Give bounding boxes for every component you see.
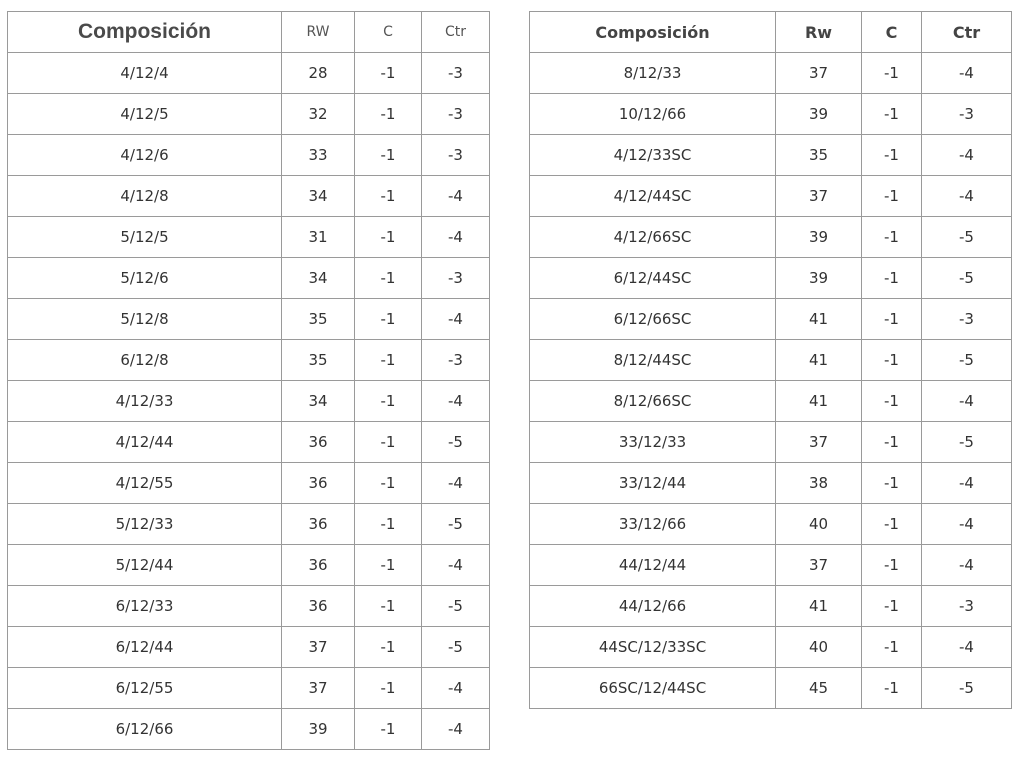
cell-rw: 41 [776, 340, 862, 381]
cell-composicion: 5/12/6 [8, 258, 282, 299]
cell-ctr: -4 [422, 381, 490, 422]
cell-c: -1 [862, 258, 922, 299]
cell-rw: 39 [776, 258, 862, 299]
cell-rw: 41 [776, 381, 862, 422]
cell-ctr: -3 [422, 53, 490, 94]
cell-c: -1 [355, 135, 422, 176]
header-ctr: Ctr [422, 12, 490, 53]
cell-ctr: -5 [422, 586, 490, 627]
cell-ctr: -5 [922, 668, 1012, 709]
header-composicion: Composición [8, 12, 282, 53]
cell-rw: 37 [776, 422, 862, 463]
cell-composicion: 8/12/66SC [530, 381, 776, 422]
acoustic-table-left [7, 11, 490, 750]
cell-composicion: 33/12/66 [530, 504, 776, 545]
cell-composicion: 5/12/44 [8, 545, 282, 586]
cell-c: -1 [355, 545, 422, 586]
cell-c: -1 [355, 504, 422, 545]
table-row [530, 627, 1012, 668]
cell-c: -1 [862, 504, 922, 545]
cell-ctr: -4 [422, 217, 490, 258]
table-row [530, 258, 1012, 299]
cell-composicion: 5/12/33 [8, 504, 282, 545]
cell-composicion: 8/12/33 [530, 53, 776, 94]
cell-ctr: -4 [422, 668, 490, 709]
cell-c: -1 [355, 463, 422, 504]
cell-rw: 39 [776, 217, 862, 258]
table-header-row [8, 12, 490, 53]
table-row [530, 299, 1012, 340]
table-row [530, 463, 1012, 504]
header-ctr: Ctr [922, 12, 1012, 53]
cell-c: -1 [862, 176, 922, 217]
cell-rw: 37 [776, 545, 862, 586]
table-row [530, 53, 1012, 94]
cell-composicion: 44/12/44 [530, 545, 776, 586]
table-row [8, 135, 490, 176]
cell-ctr: -4 [922, 545, 1012, 586]
cell-composicion: 4/12/33 [8, 381, 282, 422]
cell-composicion: 4/12/66SC [530, 217, 776, 258]
cell-ctr: -4 [422, 545, 490, 586]
cell-composicion: 10/12/66 [530, 94, 776, 135]
cell-c: -1 [862, 299, 922, 340]
cell-rw: 39 [776, 94, 862, 135]
cell-c: -1 [355, 627, 422, 668]
cell-composicion: 33/12/44 [530, 463, 776, 504]
cell-c: -1 [862, 381, 922, 422]
table-row [8, 258, 490, 299]
cell-ctr: -5 [922, 422, 1012, 463]
cell-rw: 35 [776, 135, 862, 176]
cell-rw: 39 [282, 709, 355, 750]
cell-ctr: -5 [922, 217, 1012, 258]
cell-rw: 45 [776, 668, 862, 709]
table-row [530, 422, 1012, 463]
cell-ctr: -5 [422, 504, 490, 545]
cell-c: -1 [355, 381, 422, 422]
table-row [8, 176, 490, 217]
cell-c: -1 [862, 463, 922, 504]
cell-composicion: 8/12/44SC [530, 340, 776, 381]
table-row [530, 586, 1012, 627]
cell-composicion: 6/12/8 [8, 340, 282, 381]
cell-rw: 41 [776, 586, 862, 627]
header-rw: Rw [776, 12, 862, 53]
cell-c: -1 [862, 627, 922, 668]
cell-ctr: -4 [922, 504, 1012, 545]
cell-ctr: -3 [922, 94, 1012, 135]
table-row [8, 545, 490, 586]
header-c: C [355, 12, 422, 53]
cell-composicion: 66SC/12/44SC [530, 668, 776, 709]
table-row [530, 381, 1012, 422]
cell-ctr: -5 [922, 258, 1012, 299]
table-row [530, 340, 1012, 381]
table-row [8, 668, 490, 709]
header-composicion: Composición [530, 12, 776, 53]
cell-rw: 40 [776, 627, 862, 668]
cell-ctr: -4 [922, 627, 1012, 668]
cell-composicion: 6/12/66SC [530, 299, 776, 340]
acoustic-table-right [529, 11, 1012, 709]
cell-ctr: -4 [922, 463, 1012, 504]
cell-c: -1 [355, 668, 422, 709]
cell-ctr: -4 [422, 463, 490, 504]
cell-rw: 34 [282, 176, 355, 217]
cell-composicion: 4/12/8 [8, 176, 282, 217]
cell-ctr: -4 [422, 299, 490, 340]
cell-ctr: -3 [922, 586, 1012, 627]
cell-rw: 37 [282, 668, 355, 709]
cell-c: -1 [355, 340, 422, 381]
cell-c: -1 [355, 709, 422, 750]
cell-composicion: 44SC/12/33SC [530, 627, 776, 668]
cell-c: -1 [355, 299, 422, 340]
cell-ctr: -5 [422, 627, 490, 668]
cell-rw: 28 [282, 53, 355, 94]
cell-ctr: -3 [422, 340, 490, 381]
cell-c: -1 [862, 545, 922, 586]
header-c: C [862, 12, 922, 53]
cell-composicion: 44/12/66 [530, 586, 776, 627]
table-row [8, 53, 490, 94]
cell-composicion: 33/12/33 [530, 422, 776, 463]
cell-rw: 37 [776, 176, 862, 217]
cell-composicion: 4/12/33SC [530, 135, 776, 176]
table-row [530, 94, 1012, 135]
cell-composicion: 4/12/44 [8, 422, 282, 463]
cell-ctr: -4 [922, 53, 1012, 94]
cell-ctr: -5 [922, 340, 1012, 381]
cell-ctr: -3 [422, 258, 490, 299]
cell-rw: 36 [282, 422, 355, 463]
table-row [530, 545, 1012, 586]
cell-rw: 41 [776, 299, 862, 340]
cell-composicion: 4/12/6 [8, 135, 282, 176]
table-row [8, 422, 490, 463]
cell-rw: 35 [282, 340, 355, 381]
cell-ctr: -4 [922, 135, 1012, 176]
table-row [8, 299, 490, 340]
cell-ctr: -4 [922, 176, 1012, 217]
table-row [530, 176, 1012, 217]
table-row [530, 504, 1012, 545]
cell-c: -1 [862, 668, 922, 709]
cell-rw: 36 [282, 463, 355, 504]
cell-c: -1 [862, 94, 922, 135]
cell-composicion: 6/12/66 [8, 709, 282, 750]
table-row [8, 627, 490, 668]
cell-c: -1 [355, 176, 422, 217]
cell-composicion: 6/12/44SC [530, 258, 776, 299]
cell-c: -1 [355, 586, 422, 627]
table-row [530, 668, 1012, 709]
table-row [8, 463, 490, 504]
table-row [8, 94, 490, 135]
table-row [8, 504, 490, 545]
table-row [8, 340, 490, 381]
cell-rw: 33 [282, 135, 355, 176]
cell-composicion: 4/12/55 [8, 463, 282, 504]
table-row [530, 135, 1012, 176]
table-row [530, 217, 1012, 258]
cell-c: -1 [862, 422, 922, 463]
cell-composicion: 6/12/33 [8, 586, 282, 627]
cell-rw: 40 [776, 504, 862, 545]
cell-rw: 37 [776, 53, 862, 94]
cell-rw: 35 [282, 299, 355, 340]
cell-c: -1 [862, 53, 922, 94]
cell-rw: 37 [282, 627, 355, 668]
cell-composicion: 5/12/8 [8, 299, 282, 340]
cell-rw: 31 [282, 217, 355, 258]
cell-rw: 36 [282, 504, 355, 545]
cell-c: -1 [355, 258, 422, 299]
cell-c: -1 [862, 340, 922, 381]
cell-composicion: 4/12/4 [8, 53, 282, 94]
cell-ctr: -3 [422, 94, 490, 135]
cell-c: -1 [355, 422, 422, 463]
cell-ctr: -4 [422, 176, 490, 217]
table-row [8, 381, 490, 422]
table-header-row [530, 12, 1012, 53]
cell-composicion: 4/12/5 [8, 94, 282, 135]
table-row [8, 217, 490, 258]
cell-composicion: 6/12/55 [8, 668, 282, 709]
cell-ctr: -4 [922, 381, 1012, 422]
cell-composicion: 6/12/44 [8, 627, 282, 668]
table-row [8, 709, 490, 750]
cell-ctr: -3 [422, 135, 490, 176]
cell-rw: 34 [282, 381, 355, 422]
cell-c: -1 [355, 53, 422, 94]
cell-ctr: -3 [922, 299, 1012, 340]
cell-rw: 34 [282, 258, 355, 299]
cell-c: -1 [355, 217, 422, 258]
cell-rw: 36 [282, 545, 355, 586]
cell-c: -1 [862, 217, 922, 258]
cell-c: -1 [862, 586, 922, 627]
cell-composicion: 5/12/5 [8, 217, 282, 258]
left-table-body [8, 53, 490, 750]
cell-c: -1 [355, 94, 422, 135]
table-row [8, 586, 490, 627]
cell-ctr: -5 [422, 422, 490, 463]
cell-rw: 38 [776, 463, 862, 504]
cell-c: -1 [862, 135, 922, 176]
header-rw: RW [282, 12, 355, 53]
right-table-body [530, 53, 1012, 709]
cell-rw: 36 [282, 586, 355, 627]
cell-rw: 32 [282, 94, 355, 135]
cell-composicion: 4/12/44SC [530, 176, 776, 217]
cell-ctr: -4 [422, 709, 490, 750]
